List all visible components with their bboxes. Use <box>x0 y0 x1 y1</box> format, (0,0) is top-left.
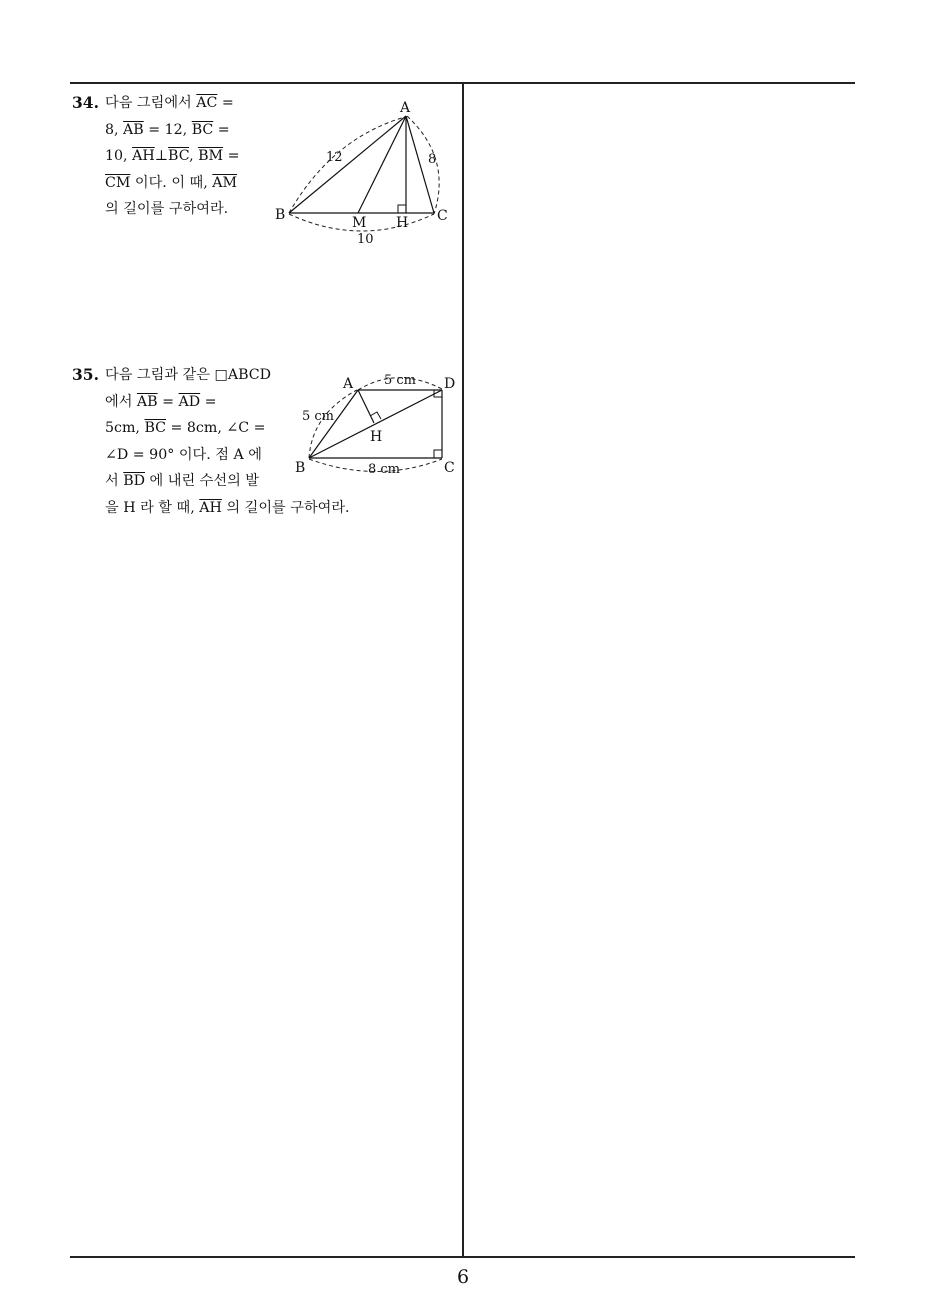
problem-text-line <box>105 90 234 117</box>
segment-ah <box>358 390 374 423</box>
text-run: = <box>157 393 179 410</box>
bottom-rule <box>70 1256 855 1258</box>
page-number: 6 <box>456 1266 470 1288</box>
label-h: H <box>370 429 383 445</box>
text-run: = 8cm, ∠C = <box>166 420 266 437</box>
length-ab: 5 cm <box>302 409 335 424</box>
problem-number: 34. <box>72 93 99 112</box>
text-run: = <box>223 148 240 165</box>
segment-name: $\overline{AB}$ <box>136 393 158 410</box>
text-run: 을 H 라 할 때, <box>105 500 200 516</box>
text-run: 다음 그림에서 <box>105 95 197 111</box>
text-run: = 12, <box>143 121 192 138</box>
label-b: B <box>275 207 286 223</box>
quadrilateral-figure <box>292 364 467 479</box>
right-angle-mark-c <box>434 450 442 458</box>
length-bc: 10 <box>357 232 374 247</box>
segment-ab <box>309 390 358 458</box>
segment-name: $\overline{BM}$ <box>198 148 224 165</box>
segment-name: $\overline{AH}$ <box>132 148 155 165</box>
length-bc: 8 cm <box>368 462 401 477</box>
text-run: ∠D = 90° 이다. 점 A 에 <box>105 446 262 463</box>
problem-text-line <box>105 362 271 389</box>
problem-text-line <box>105 389 217 416</box>
length-ab: 12 <box>326 150 343 165</box>
text-run: , <box>189 148 199 165</box>
text-run: = <box>217 95 234 111</box>
segment-bd <box>309 390 442 458</box>
problem-text-line <box>105 170 237 197</box>
label-c: C <box>444 460 455 476</box>
text-run: 서 <box>105 473 124 490</box>
text-run: 다음 그림과 같은 □ABCD <box>105 367 272 383</box>
problem-text-line <box>105 117 230 144</box>
problem-text-line <box>105 468 259 495</box>
segment-name: $\overline{AM}$ <box>212 174 238 191</box>
text-run: 의 길이를 구하여라. <box>221 500 350 516</box>
text-run: 10, <box>105 148 133 165</box>
column-divider <box>462 82 464 1257</box>
triangle-figure <box>272 98 462 248</box>
label-b: B <box>295 460 306 476</box>
problem-34 <box>72 90 462 250</box>
text-run: 에 내린 수선의 발 <box>145 473 260 490</box>
segment-ab <box>289 116 406 213</box>
label-a: A <box>343 376 354 392</box>
text-run: = <box>213 121 230 138</box>
problem-35 <box>72 362 462 532</box>
text-run: 5cm, <box>105 420 145 437</box>
problem-text-line <box>105 143 239 170</box>
segment-name: $\overline{AD}$ <box>178 393 201 410</box>
segment-name: $\overline{AB}$ <box>123 121 144 138</box>
text-run: 에서 <box>105 393 137 410</box>
label-h: H <box>396 215 409 231</box>
label-c: C <box>437 208 448 224</box>
text-run: 이다. 이 때, <box>130 174 213 191</box>
label-a: A <box>400 100 411 116</box>
segment-name: $\overline{BC}$ <box>168 148 190 165</box>
segment-name: $\overline{AC}$ <box>196 95 218 111</box>
segment-name: $\overline{BC}$ <box>191 121 214 138</box>
length-ac: 8 <box>428 152 437 167</box>
segment-name: $\overline{BD}$ <box>123 473 146 490</box>
problem-text-line <box>105 495 350 522</box>
problem-number: 35. <box>72 365 99 384</box>
right-angle-mark <box>398 205 406 213</box>
problem-text-line <box>105 442 262 469</box>
text-run: ⊥ <box>154 148 169 165</box>
segment-name: $\overline{BC}$ <box>144 420 166 437</box>
problem-text-line <box>105 196 228 223</box>
text-run: = <box>200 393 217 410</box>
length-ad: 5 cm <box>384 373 417 388</box>
segment-name: $\overline{AH}$ <box>199 500 222 516</box>
label-m: M <box>352 215 367 231</box>
label-d: D <box>444 376 456 392</box>
text-run: 8, <box>105 121 124 138</box>
segment-name: $\overline{CM}$ <box>105 174 131 191</box>
segment-am <box>358 116 406 213</box>
text-run: 의 길이를 구하여라. <box>105 201 229 218</box>
problem-text-line <box>105 415 266 442</box>
